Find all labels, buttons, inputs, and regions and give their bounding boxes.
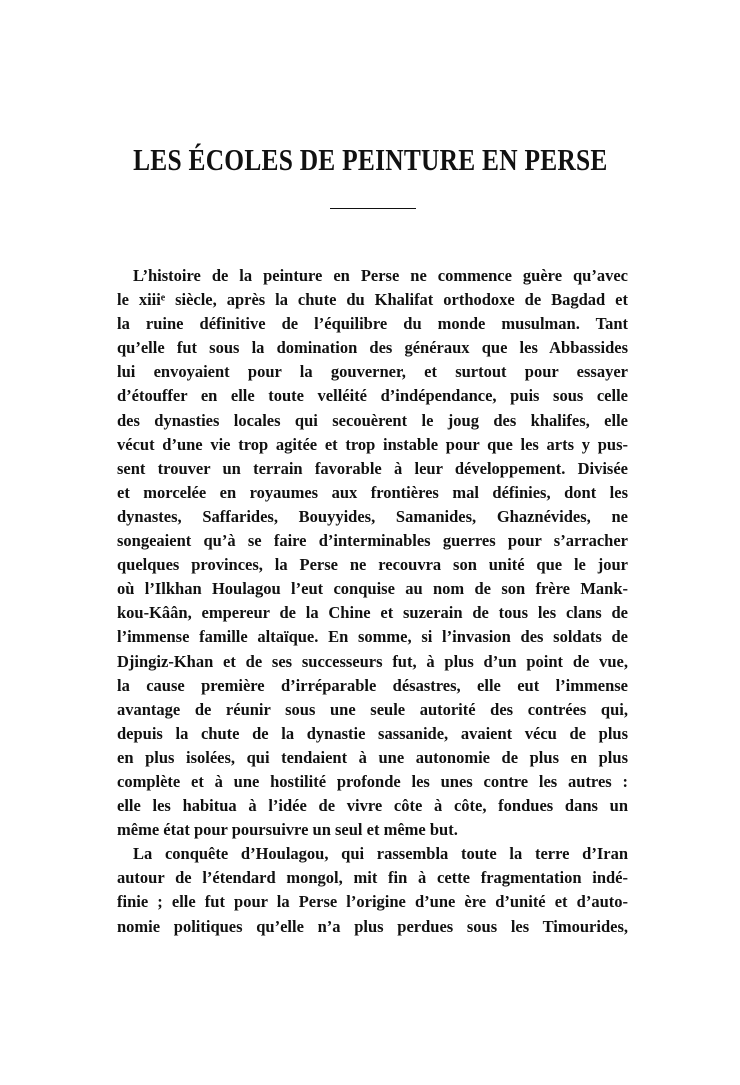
text-line: l’immense famille altaïque. En somme, si l’invasion des soldats de [117,627,628,647]
text-line: nomie politiques qu’elle n’a plus perdues sous les Timourides, [117,916,628,936]
text-line: complète et à une hostilité profonde les unes contre les autres : [117,771,628,791]
text-line: L’histoire de la peinture en Perse ne commence guère qu’avec [133,266,628,285]
chapter-title: LES ÉCOLES DE PEINTURE EN PERSE [133,142,608,177]
text-line: sent trouver un terrain favorable à leur développement. Divisée [117,458,628,478]
text-line: qu’elle fut sous la domination des généraux que les Abbassides [117,338,628,358]
title-rule [330,208,416,209]
text-line: la ruine définitive de l’équilibre du monde musulman. Tant [117,314,628,334]
text-line: autour de l’étendard mongol, mit fin à cette fragmentation indé- [117,868,628,888]
text-line: des dynasties locales qui secouèrent le joug des khalifes, elle [117,410,628,430]
text-line: dynastes, Saffarides, Bouyyides, Samanides, Ghaznévides, ne [117,506,628,526]
text-line: et morcelée en royaumes aux frontières mal définies, dont les [117,482,628,502]
text-line: quelques provinces, la Perse ne recouvra son unité que le jour [117,555,628,575]
text-line: en plus isolées, qui tendaient à une autonomie de plus en plus [117,747,628,767]
text-line: le xiiiᵉ siècle, après la chute du Khalifat orthodoxe de Bagdad et [117,290,628,310]
text-line: lui envoyaient pour la gouverner, et surtout pour essayer [117,362,628,382]
text-line: la cause première d’irréparable désastres, elle eut l’immense [117,675,628,695]
text-line: elle les habitua à l’idée de vivre côte à côte, fondues dans un [117,796,628,816]
text-line: avantage de réunir sous une seule autorité des contrées qui, [117,699,628,719]
paragraph [117,264,628,842]
text-line: finie ; elle fut pour la Perse l’origine d’une ère d’unité et d’auto- [117,892,628,912]
paragraph [117,842,628,938]
text-line: La conquête d’Houlagou, qui rassembla toute la terre d’Iran [133,844,628,864]
text-line: Djingiz-Khan et de ses successeurs fut, à plus d’un point de vue, [117,651,628,671]
text-line: songeaient qu’à se faire d’interminables guerres pour s’arracher [117,531,628,551]
body-text [117,264,628,939]
text-line: vécut d’une vie trop agitée et trop instable pour que les arts y pus- [117,434,628,454]
text-line: même état pour poursuivre un seul et même but. [117,820,458,840]
text-line: d’étouffer en elle toute velléité d’indépendance, puis sous celle [117,386,628,406]
text-line: où l’Ilkhan Houlagou l’eut conquise au nom de son frère Mank- [117,579,628,599]
text-line: depuis la chute de la dynastie sassanide, avaient vécu de plus [117,723,628,743]
text-line: kou-Kâân, empereur de la Chine et suzerain de tous les clans de [117,603,628,623]
